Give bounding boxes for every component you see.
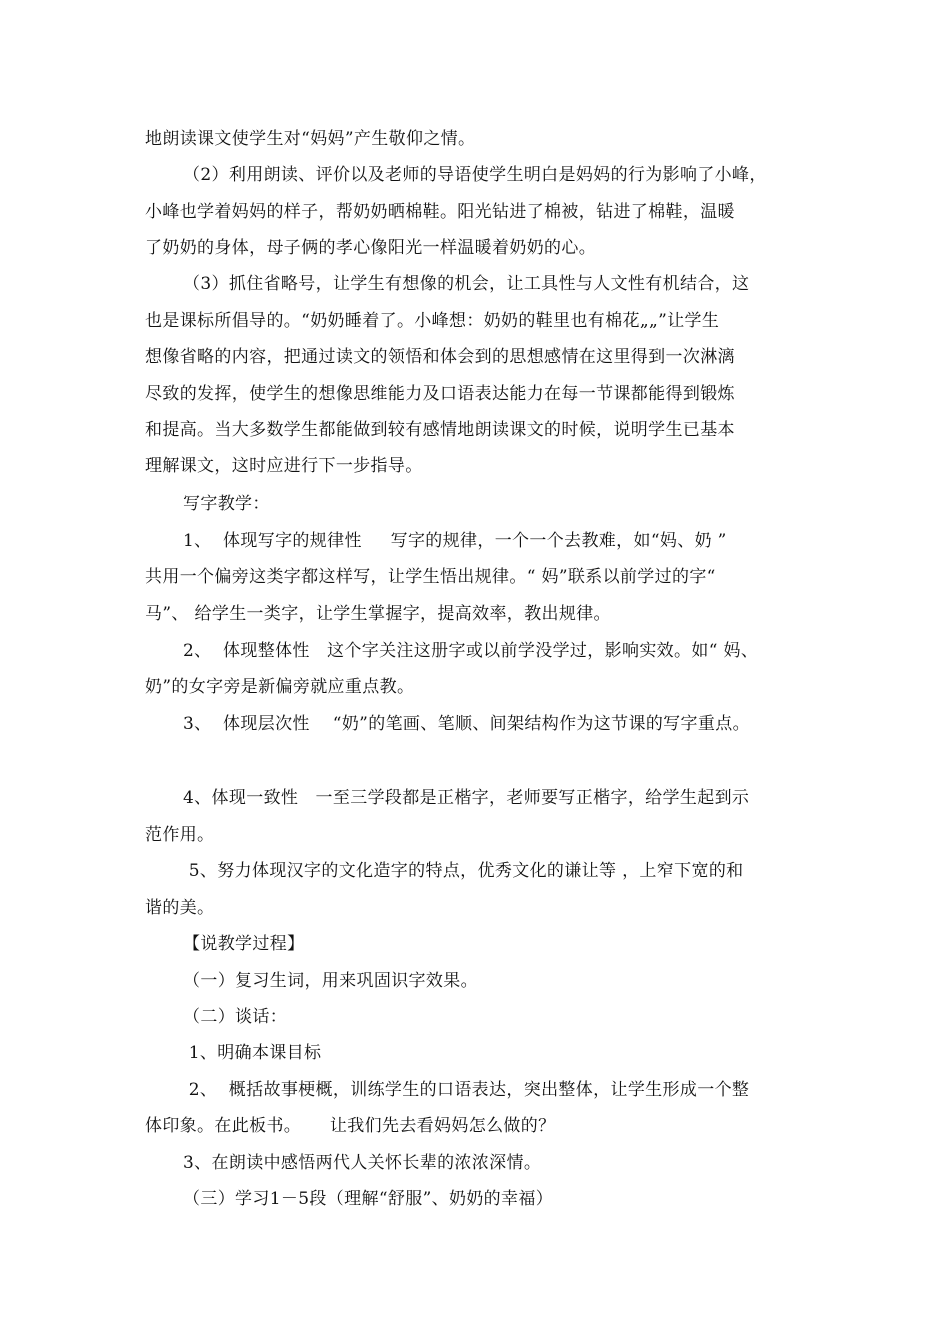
- text-line: 想像省略的内容，把通过读文的领悟和体会到的思想感情在这里得到一次淋漓: [145, 347, 735, 367]
- text-line: 尽致的发挥，使学生的想像思维能力及口语表达能力在每一节课都能得到锻炼: [145, 384, 735, 404]
- text-line: 范作用。: [145, 825, 215, 845]
- section-heading: 【说教学过程】: [183, 934, 305, 954]
- text-line: 5、努力体现汉字的文化造字的特点，优秀文化的谦让等 ，上窄下宽的和: [183, 861, 744, 881]
- text-line: （三）学习1－5段（理解“舒服”、奶奶的幸福）: [183, 1189, 554, 1209]
- text-line: 也是课标所倡导的。“奶奶睡着了。小峰想：奶奶的鞋里也有棉花„„”让学生: [145, 311, 720, 331]
- text-line: 奶”的女字旁是新偏旁就应重点教。: [145, 677, 415, 697]
- text-line: 3、在朗读中感悟两代人关怀长辈的浓浓深情。: [183, 1153, 542, 1173]
- text-line: （一）复习生词，用来巩固识字效果。: [183, 971, 478, 991]
- text-line: （二）谈话：: [183, 1007, 288, 1027]
- section-heading: 写字教学：: [183, 494, 270, 514]
- text-line: 体印象。在此板书。 让我们先去看妈妈怎么做的？: [145, 1116, 556, 1136]
- text-line: 4、体现一致性 一至三学段都是正楷字，老师要写正楷字，给学生起到示: [183, 788, 750, 808]
- text-line: 1、 体现写字的规律性 写字的规律，一个一个去教难，如“妈、奶 ”: [183, 531, 727, 551]
- text-line: 2、 概括故事梗概，训练学生的口语表达，突出整体，让学生形成一个整: [183, 1080, 750, 1100]
- text-line: 小峰也学着妈妈的样子，帮奶奶晒棉鞋。阳光钻进了棉被，钻进了棉鞋，温暖: [145, 202, 735, 222]
- text-line: 1、明确本课目标: [183, 1043, 322, 1063]
- text-line: 马”、 给学生一类字，让学生掌握字，提高效率，教出规律。: [145, 604, 611, 624]
- text-line: （2）利用朗读、评价以及老师的导语使学生明白是妈妈的行为影响了小峰，: [183, 165, 767, 185]
- text-line: 谐的美。: [145, 898, 215, 918]
- text-line: 2、 体现整体性 这个字关注这册字或以前学没学过，影响实效。如“ 妈、: [183, 641, 759, 661]
- text-line: 地朗读课文使学生对“妈妈”产生敬仰之情。: [145, 129, 476, 149]
- text-line: 共用一个偏旁这类字都这样写，让学生悟出规律。“ 妈”联系以前学过的字“: [145, 567, 716, 587]
- text-line: 3、 体现层次性 “奶”的笔画、笔顺、间架结构作为这节课的写字重点。: [183, 714, 750, 734]
- text-line: 了奶奶的身体，母子俩的孝心像阳光一样温暖着奶奶的心。: [145, 238, 597, 258]
- text-line: 理解课文，这时应进行下一步指导。: [145, 456, 423, 476]
- text-line: 和提高。当大多数学生都能做到较有感情地朗读课文的时候，说明学生已基本: [145, 420, 735, 440]
- text-line: （3）抓住省略号，让学生有想像的机会，让工具性与人文性有机结合，这: [183, 274, 750, 294]
